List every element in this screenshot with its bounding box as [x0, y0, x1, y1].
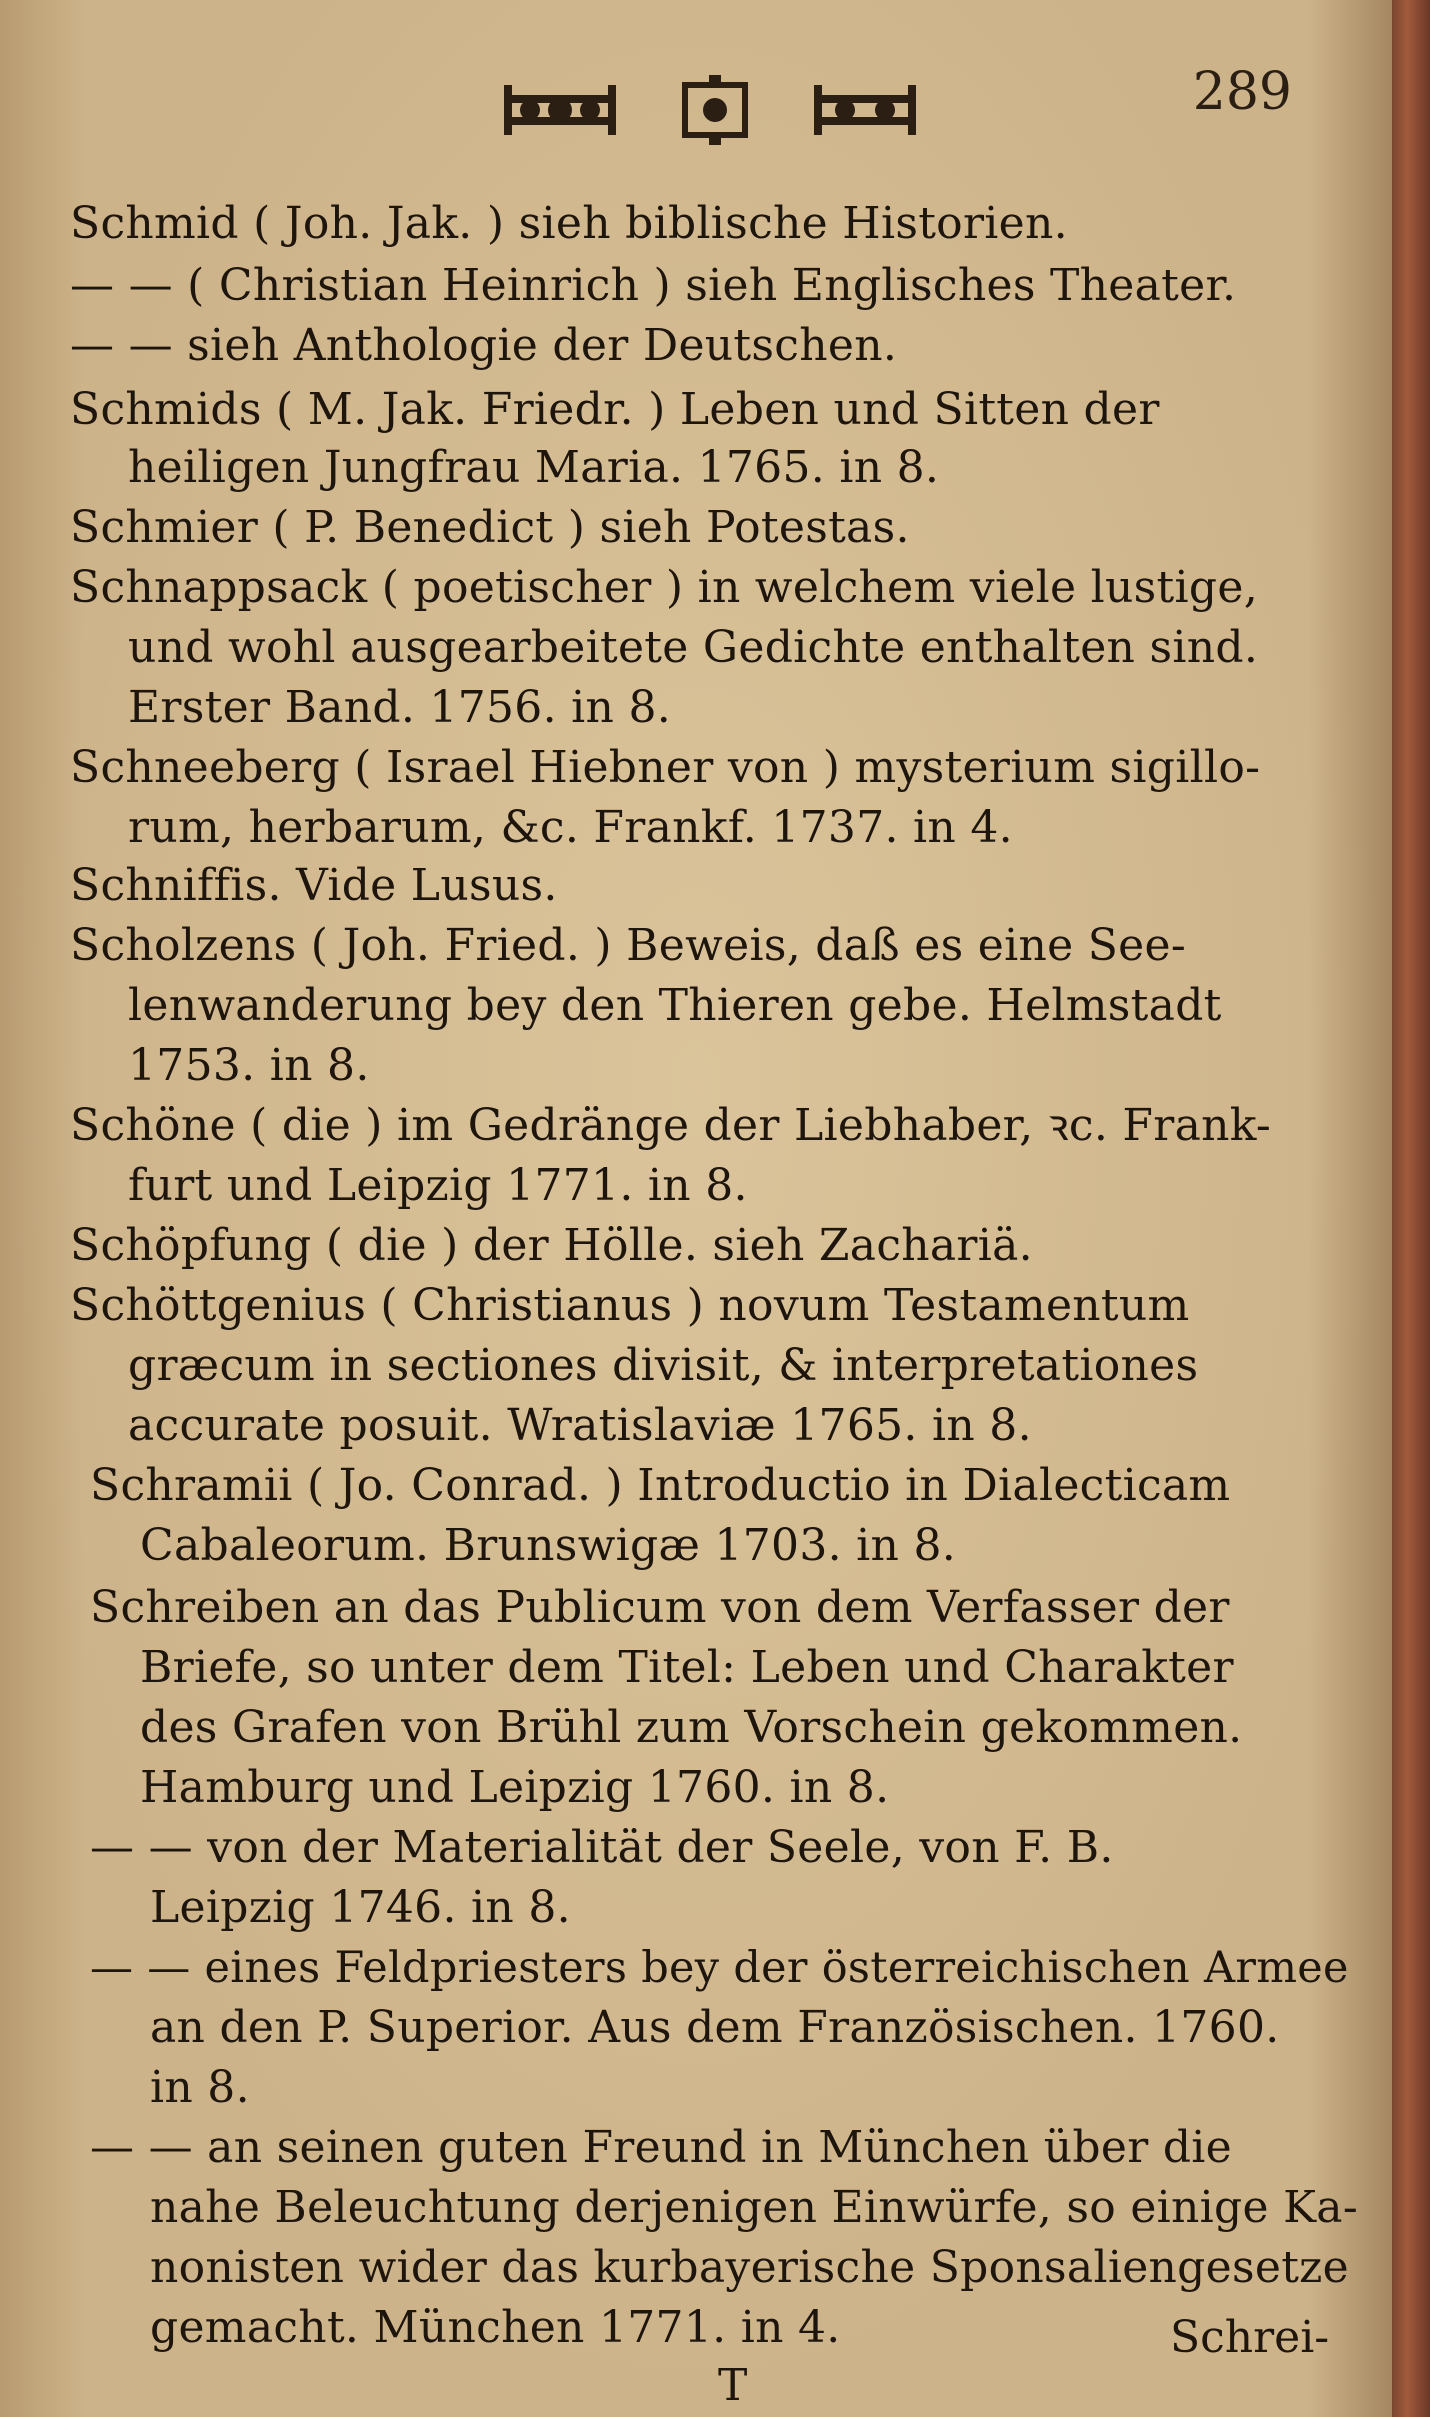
text-line: Schmids ( M. Jak. Friedr. ) Leben und Sitten der [70, 384, 1160, 435]
text-line: Briefe, so unter dem Titel: Leben und Charakter [140, 1642, 1234, 1693]
signature-mark: T [718, 2360, 748, 2411]
text-line: Schöttgenius ( Christianus ) novum Testamentum [70, 1280, 1190, 1331]
book-edge [1392, 0, 1430, 2417]
text-line: 1753. in 8. [128, 1040, 370, 1091]
text-line: des Grafen von Brühl zum Vorschein gekommen. [140, 1702, 1243, 1753]
text-line: Scholzens ( Joh. Fried. ) Beweis, daß es eine See- [70, 920, 1187, 971]
text-line: — — von der Materialität der Seele, von F. B. [90, 1822, 1114, 1873]
text-line: Schöne ( die ) im Gedränge der Liebhaber, ꝛc. Frank- [70, 1100, 1272, 1151]
text-line: an den P. Superior. Aus dem Französischen. 1760. [150, 2002, 1280, 2053]
text-line: nahe Beleuchtung derjenigen Einwürfe, so einige Ka- [150, 2182, 1359, 2233]
text-line: Schnappsack ( poetischer ) in welchem viele lustige, [70, 562, 1259, 613]
text-line: gemacht. München 1771. in 4. [150, 2302, 841, 2353]
text-line: — — sieh Anthologie der Deutschen. [70, 320, 898, 371]
text-line: Schneeberg ( Israel Hiebner von ) mysterium sigillo- [70, 742, 1261, 793]
text-line: Erster Band. 1756. in 8. [128, 682, 672, 733]
text-line: — — eines Feldpriesters bey der österreichischen Armee [90, 1943, 1349, 1993]
catchword: Schrei- [1170, 2312, 1330, 2363]
text-line: Schmier ( P. Benedict ) sieh Potestas. [70, 502, 910, 553]
page-number: 289 [1192, 62, 1292, 122]
text-line: furt und Leipzig 1771. in 8. [128, 1160, 748, 1211]
text-line: Schöpfung ( die ) der Hölle. sieh Zachariä. [70, 1220, 1033, 1271]
text-line: Schmid ( Joh. Jak. ) sieh biblische Historien. [70, 198, 1068, 249]
text-line: Leipzig 1746. in 8. [150, 1882, 571, 1933]
text-line: rum, herbarum, &c. Frankf. 1737. in 4. [128, 802, 1013, 853]
text-line: Schniffis. Vide Lusus. [70, 860, 558, 911]
text-line: heiligen Jungfrau Maria. 1765. in 8. [128, 442, 940, 493]
text-line: lenwanderung bey den Thieren gebe. Helmstadt [128, 980, 1222, 1031]
text-line: in 8. [150, 2062, 250, 2113]
text-line: Schramii ( Jo. Conrad. ) Introductio in Dialecticam [90, 1460, 1231, 1511]
text-line: — — an seinen guten Freund in München über die [90, 2122, 1233, 2173]
text-line: Cabaleorum. Brunswigæ 1703. in 8. [140, 1520, 957, 1571]
text-line: nonisten wider das kurbayerische Sponsaliengesetze [150, 2242, 1350, 2293]
text-line: und wohl ausgearbeitete Gedichte enthalten sind. [128, 622, 1259, 673]
text-line: Schreiben an das Publicum von dem Verfasser der [90, 1582, 1230, 1633]
text-line: — — ( Christian Heinrich ) sieh Englisches Theater. [70, 260, 1237, 311]
text-line: accurate posuit. Wratislaviæ 1765. in 8. [128, 1400, 1032, 1451]
text-line: græcum in sectiones divisit, & interpretationes [128, 1340, 1199, 1391]
text-line: Hamburg und Leipzig 1760. in 8. [140, 1762, 890, 1813]
